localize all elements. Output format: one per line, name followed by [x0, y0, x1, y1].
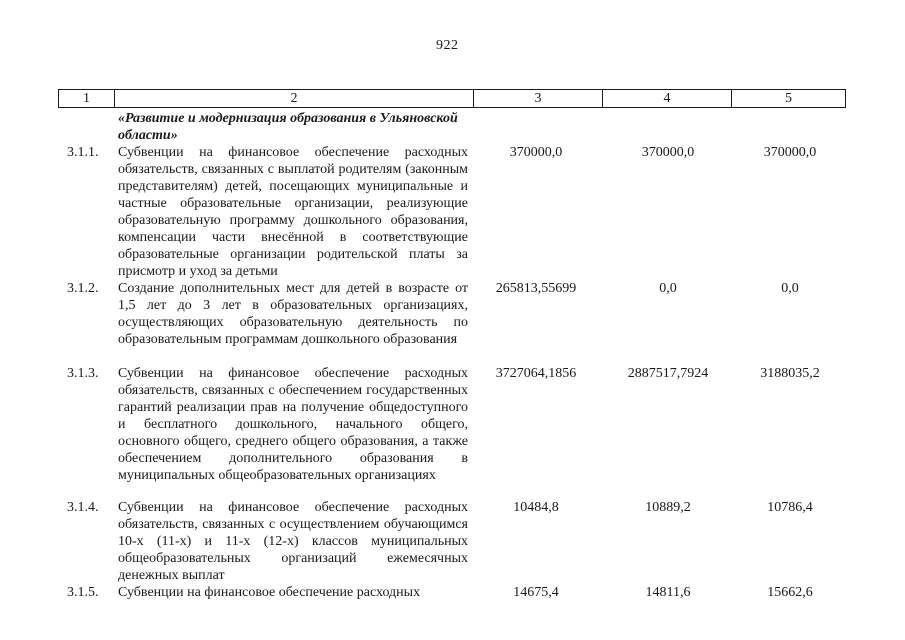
- row-value-col3: 265813,55699: [495, 281, 577, 296]
- section-title: «Развитие и модернизация образования в Ульяновской области»: [118, 111, 458, 143]
- row-description: Субвенции на финансовое обеспечение расходных обязательств, связанных с обеспечением государственных гарантий реализации прав на получение общедоступного и бесплатного дошкольного, начального общего, основного общего, среднего общего образования, а также обеспечением дополнительного образования в муниципальных общеобразовательных организациях: [118, 366, 468, 483]
- row-value-col3: 370000,0: [509, 145, 563, 160]
- row-value-col3: 14675,4: [513, 585, 559, 600]
- row-value-col3: 10484,8: [513, 500, 559, 515]
- row-number: 3.1.2.: [67, 281, 99, 296]
- row-value-col3: 3727064,1856: [495, 366, 577, 381]
- page-number: 922: [436, 38, 459, 53]
- row-number: 3.1.1.: [67, 145, 99, 160]
- row-description: Субвенции на финансовое обеспечение расходных обязательств, связанных с осуществлением обучающимся 10-х (11-х) и 11-х (12-х) классов муниципальных общеобразовательных организаций ежемесячных денежных выплат: [118, 500, 468, 583]
- row-description: Создание дополнительных мест для детей в возрасте от 1,5 лет до 3 лет в образовательных организациях, осуществляющих образовательную деятельность по образовательным программам дошкольного образования: [118, 281, 468, 347]
- row-description: Субвенции на финансовое обеспечение расходных обязательств, связанных с выплатой родителям (законным представителям) детей, посещающих муниципальные и частные образовательные организации, реализующие образовательную программу дошкольного образования, компенсации части внесённой в соответствующие образовательные организации родительской платы за присмотр и уход за детьми: [118, 145, 468, 279]
- row-value-col5: 3188035,2: [760, 366, 820, 381]
- row-value-col4: 2887517,7924: [627, 366, 709, 381]
- column-header-5: 5: [732, 90, 846, 108]
- column-header-table: [58, 89, 846, 108]
- column-header-2: 2: [115, 90, 474, 108]
- row-value-col5: 370000,0: [763, 145, 817, 160]
- row-value-col4: 10889,2: [645, 500, 691, 515]
- column-header-1: 1: [59, 90, 115, 108]
- row-value-col4: 370000,0: [641, 145, 695, 160]
- row-number: 3.1.3.: [67, 366, 99, 381]
- row-value-col5: 15662,6: [767, 585, 813, 600]
- column-header-row: [59, 90, 846, 108]
- row-description: Субвенции на финансовое обеспечение расходных: [118, 585, 421, 600]
- row-value-col4: 14811,6: [645, 585, 691, 600]
- row-number: 3.1.4.: [67, 500, 99, 515]
- row-value-col5: 0,0: [781, 281, 799, 296]
- column-header-3: 3: [474, 90, 603, 108]
- row-number: 3.1.5.: [67, 585, 99, 600]
- column-header-4: 4: [603, 90, 732, 108]
- row-value-col4: 0,0: [659, 281, 677, 296]
- row-value-col5: 10786,4: [767, 500, 813, 515]
